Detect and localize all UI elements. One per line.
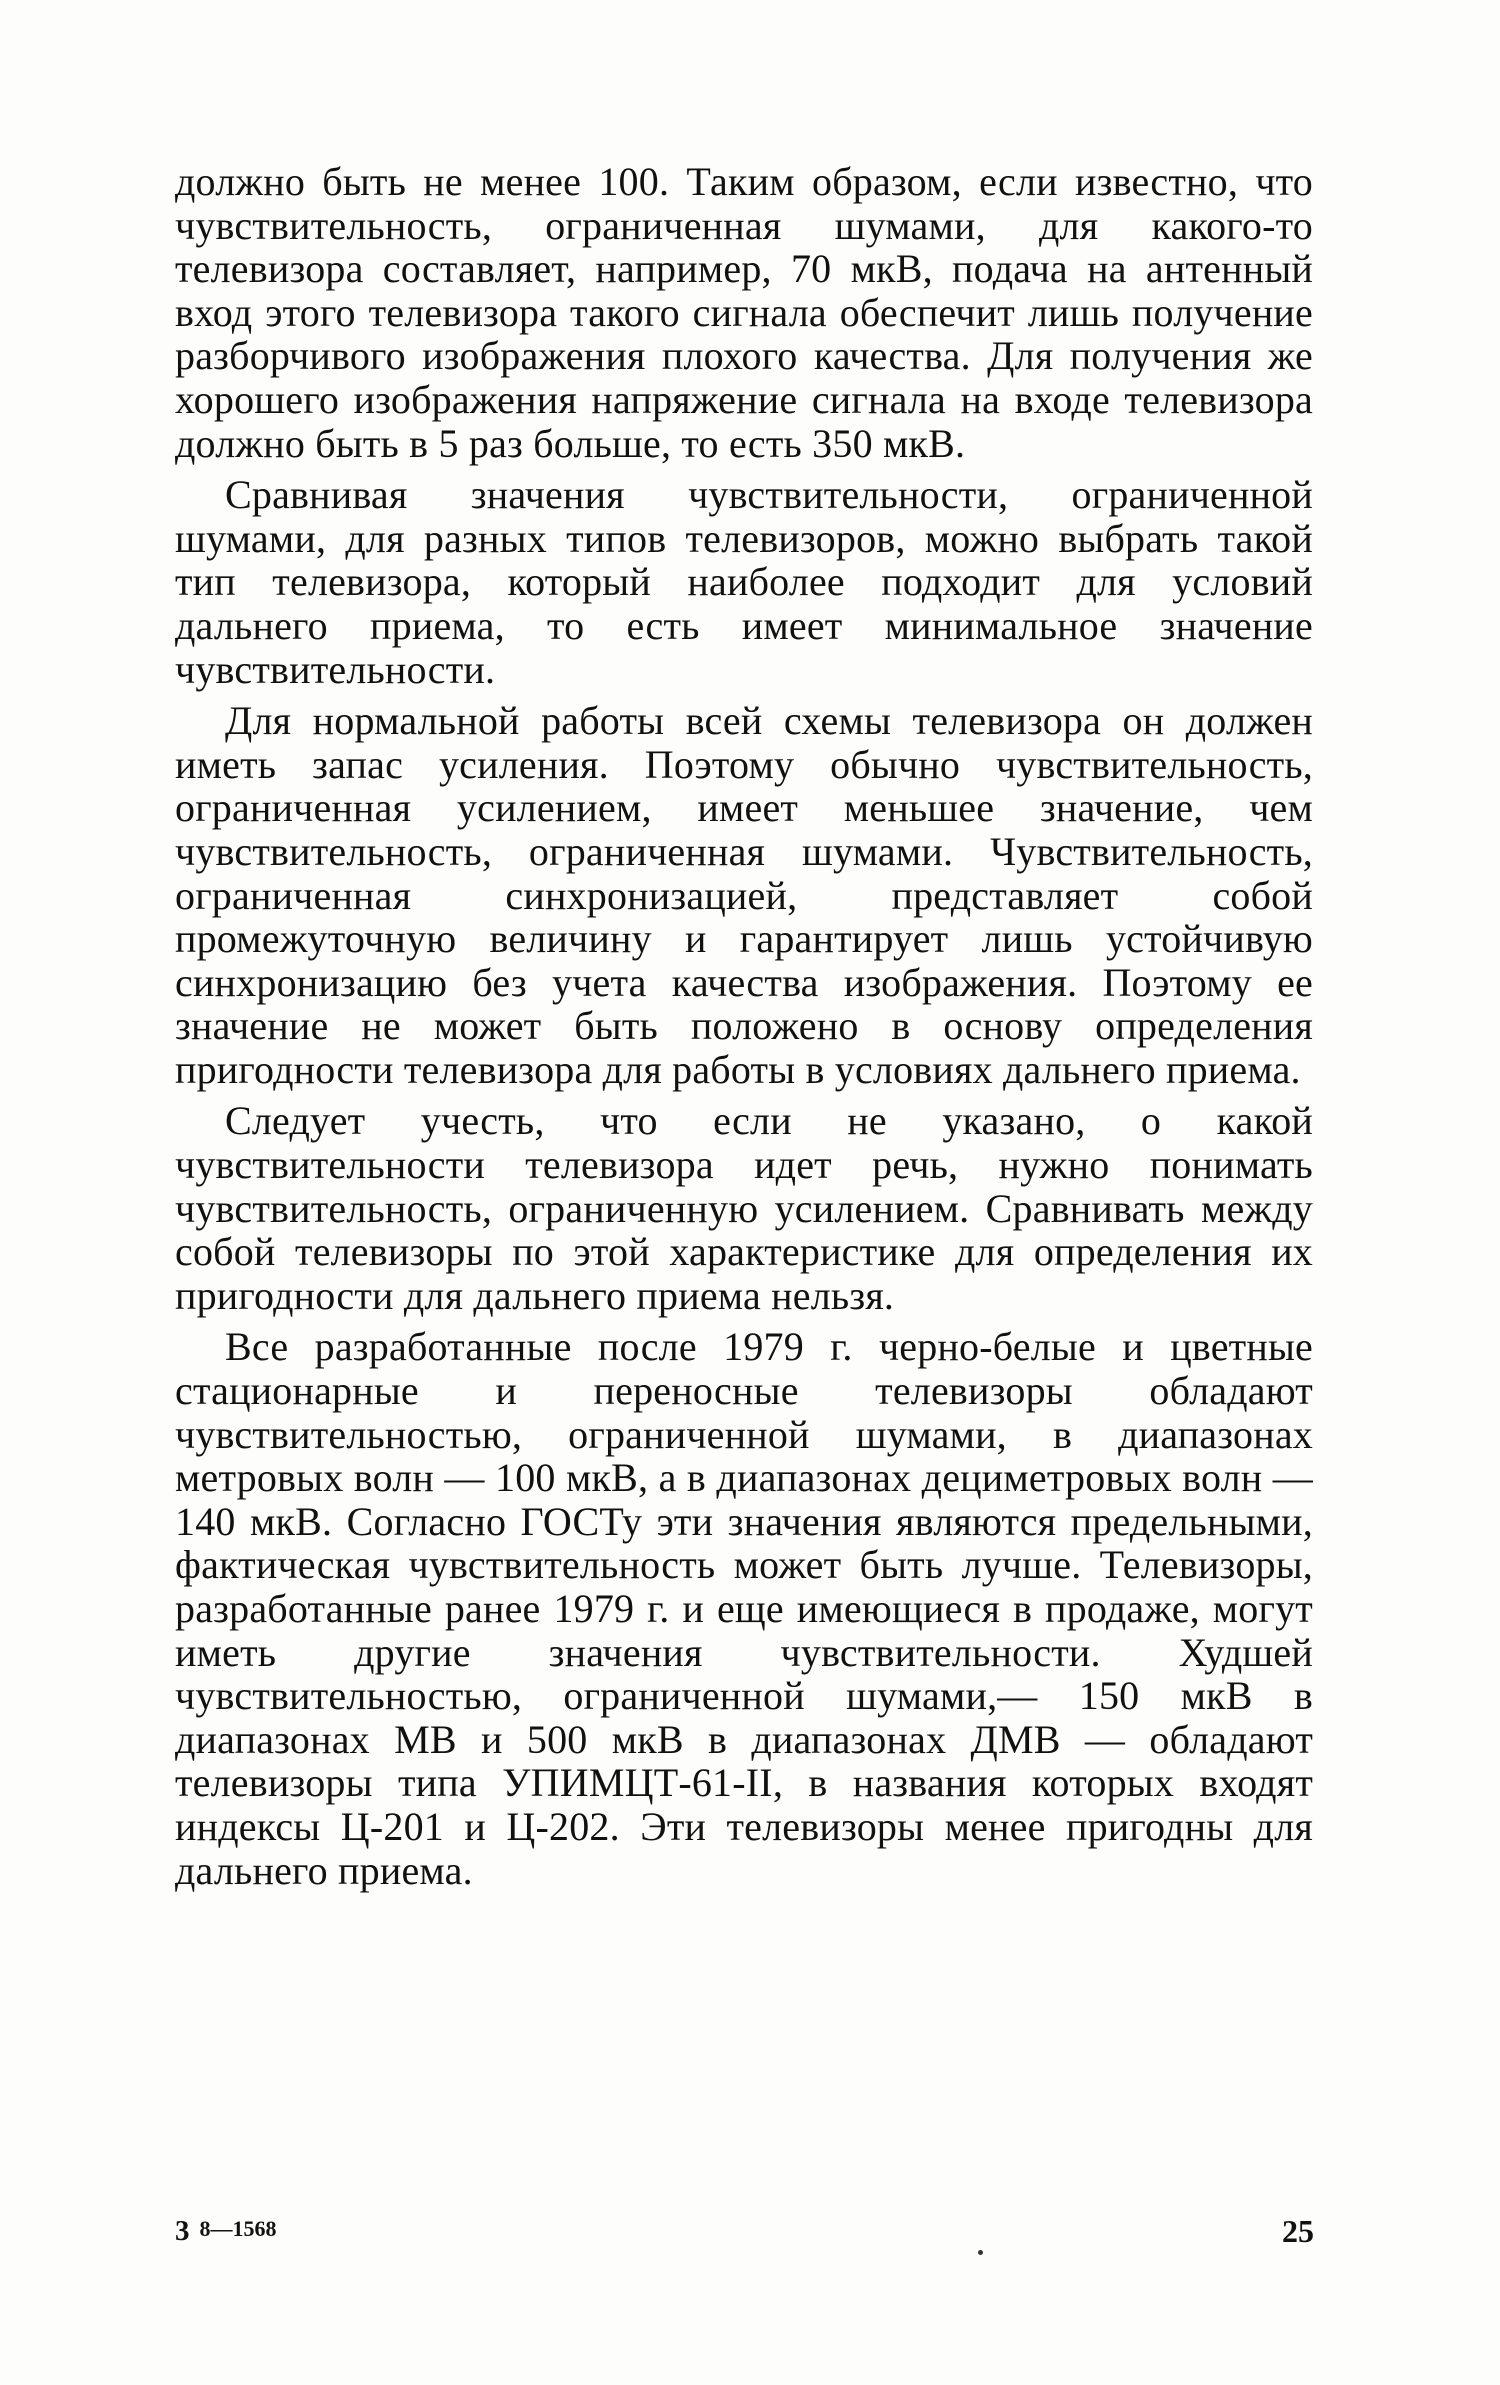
footer-speck [978,2250,983,2255]
paragraph-3: Для нормальной работы всей схемы телевизора он должен иметь запас усиления. Поэтому обычно чувствительность, ограниченная усилением, имеет меньшее значение, чем чувствительность, ограниченная шумами. Чувствительность, ограниченная синхронизацией, представляет собой промежуточную величину и гарантирует лишь устойчивую синхронизацию без учета качества изображения. Поэтому ее значение не может быть положено в основу определения пригодности телевизора для работы в условиях дальнего приема. [175,698,1313,1092]
signature-mark: 3 [175,2215,190,2247]
paragraph-4: Следует учесть, что если не указано, о какой чувствительности телевизора идет речь, нужно понимать чувствительность, ограниченную усилением. Сравнивать между собой телевизоры по этой характеристике для определения их пригодности для дальнего приема нельзя. [175,1098,1313,1318]
signature-code: 8—1568 [199,2216,277,2241]
paragraph-2: Сравнивая значения чувствительности, ограниченной шумами, для разных типов телевизоров, можно выбрать такой тип телевизора, который наиболее подходит для условий дальнего приема, то есть имеет минимальное значение чувствительности. [175,472,1313,692]
page-number: 25 [1282,2213,1314,2249]
printer-signature [175,2215,277,2248]
body-text [175,160,1313,1900]
paragraph-5: Все разработанные после 1979 г. черно-белые и цветные стационарные и переносные телевизоры обладают чувствительностью, ограниченной шумами, в диапазонах метровых волн — 100 мкВ, а в диапазонах дециметровых волн — 140 мкВ. Согласно ГОСТу эти значения являются предельными, фактическая чувствительность может быть лучше. Телевизоры, разработанные ранее 1979 г. и еще имеющиеся в продаже, могут иметь другие значения чувствительности. Худшей чувствительностью, ограниченной шумами,— 150 мкВ в диапазонах МВ и 500 мкВ в диапазонах ДМВ — обладают телевизоры типа УПИМЦТ-61-II, в названия которых входят индексы Ц-201 и Ц-202. Эти телевизоры менее пригодны для дальнего приема. [175,1324,1313,1893]
paragraph-1: должно быть не менее 100. Таким образом, если известно, что чувствительность, ограниченная шумами, для какого-то телевизора составляет, например, 70 мкВ, подача на антенный вход этого телевизора такого сигнала обеспечит лишь получение разборчивого изображения плохого качества. Для получения же хорошего изображения напряжение сигнала на входе телевизора должно быть в 5 раз больше, то есть 350 мкВ. [175,159,1313,466]
